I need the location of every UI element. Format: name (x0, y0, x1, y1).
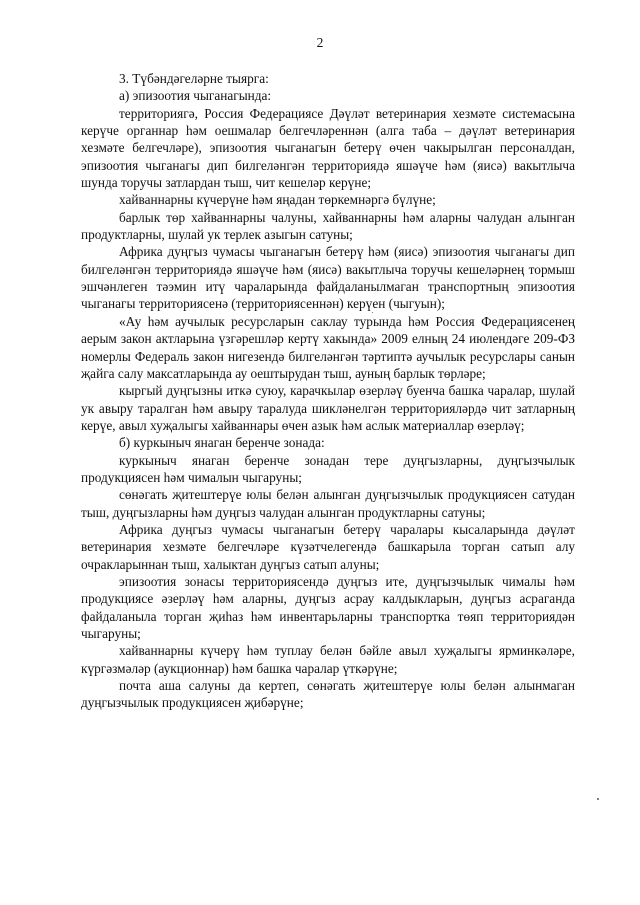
subsection-heading: а) эпизоотия чыганагында: (119, 88, 272, 104)
paragraph: барлык төр хайваннарны чалуны, хайваннарны һәм аларны чалудан алынган продуктларны, шулай ук терлек азыгын сатуны; (81, 209, 575, 243)
scan-speck (597, 798, 599, 800)
paragraph: хайваннарны күчерү һәм туплау белән бәйле авыл хуҗалыгы ярминкәләре, күргәзмәләр (аукционнар) һәм башка чаралар үткәрүне; (81, 643, 575, 676)
paragraph: Африка дуңгыз чумасы чыганагын бетерү һәм (яисә) эпизоотия чыганагы дип билгеләнгән территориядә яшәүче һәм (яисә) вакытлыча торучы кешеләрнең тормыш эшчәнлеген тәэмин итү чараларында файдаланылмаган транспортның эпизоотия чыганагы территориясенә (территориясеннән) керүен (чыгуын); (81, 244, 575, 312)
paragraph: хайваннарны күчерүне һәм яңадан төркемнәргә бүлүне; (119, 192, 436, 208)
paragraph: сөнәгать җитештерүе юлы белән алынган дуңгызчылык продукциясен сатудан тыш, дуңгызларны һәм дуңгыз чалудан алынган продуктларны сатуны; (81, 487, 575, 520)
subsection-heading: б) куркыныч янаган беренче зонада: (119, 435, 325, 451)
scan-speck (372, 312, 373, 313)
paragraph: куркыныч янаган беренче зонадан тере дуңгызларны, дуңгызчылык продукциясен һәм чималын чыгаруны; (81, 452, 575, 485)
paragraph: Африка дуңгыз чумасы чыганагын бетерү чаралары кысаларында дәүләт ветеринария хезмәте белгечләре күзәтчелегендә башкарыла торган сатып алу очракларыннан тыш, халыктан дуңгыз сатып алуны; (81, 521, 575, 572)
paragraph: эпизоотия зонасы территориясендә дуңгыз ите, дуңгызчылык чималы һәм продукциясе әзерләү һәм аларны, дуңгыз асрау калдыкларын, дуңгыз асраганда файдаланыла торган җиһаз һәм инвентарьларны транспортка төяп территориядән чыгаруны; (81, 573, 575, 641)
section-heading: 3. Түбәндәгеләрне тыярга: (119, 71, 269, 86)
page-number: 2 (316, 35, 324, 50)
paragraph: территориягә, Россия Федерациясе Дәүләт ветеринария хезмәте системасына керүче органнар һәм оешмалар белгечләреннән (алга таба – дәүләт ветеринария хезмәте белгечләре), эпизоотия чыганагын бетерү өчен чакырылган персоналдан, эпизоотия чыганагы дип билгеләнгән территориядә яшәүче һәм (яисә) вакытлыча шунда торучы затлардан тыш, чит кешеләр керүне; (81, 105, 575, 191)
paragraph: кыргый дуңгызны иткә суюу, карачкылар өзерләү буенча башка чаралар, шулай ук авыру таралган һәм авыру таралуда шикләнелгән территорияләрдә чит затларның керүе, авыл хуҗалыгы хайваннары өчен азык һәм аслык материаллар өзерләү; (81, 383, 575, 433)
paragraph: «Ау һәм аучылык ресурсларын саклау турында һәм Россия Федерациясенең аерым закон актларына үзгәрешләр кертү хакында» 2009 елның 24 июлендәге 209-ФЗ номерлы Федераль закон нигезендә билгеләнгән тәртиптә аучылык ресурслары санын җайга салу максатларында ау оештырудан тыш, ауның барлык төрләре; (81, 313, 575, 381)
paragraph: почта аша салуны да кертеп, сөнәгать җитештерүе юлы белән алынмаган дуңгызчылык продукциясен җибәрүне; (81, 678, 575, 711)
document-body (81, 70, 575, 712)
